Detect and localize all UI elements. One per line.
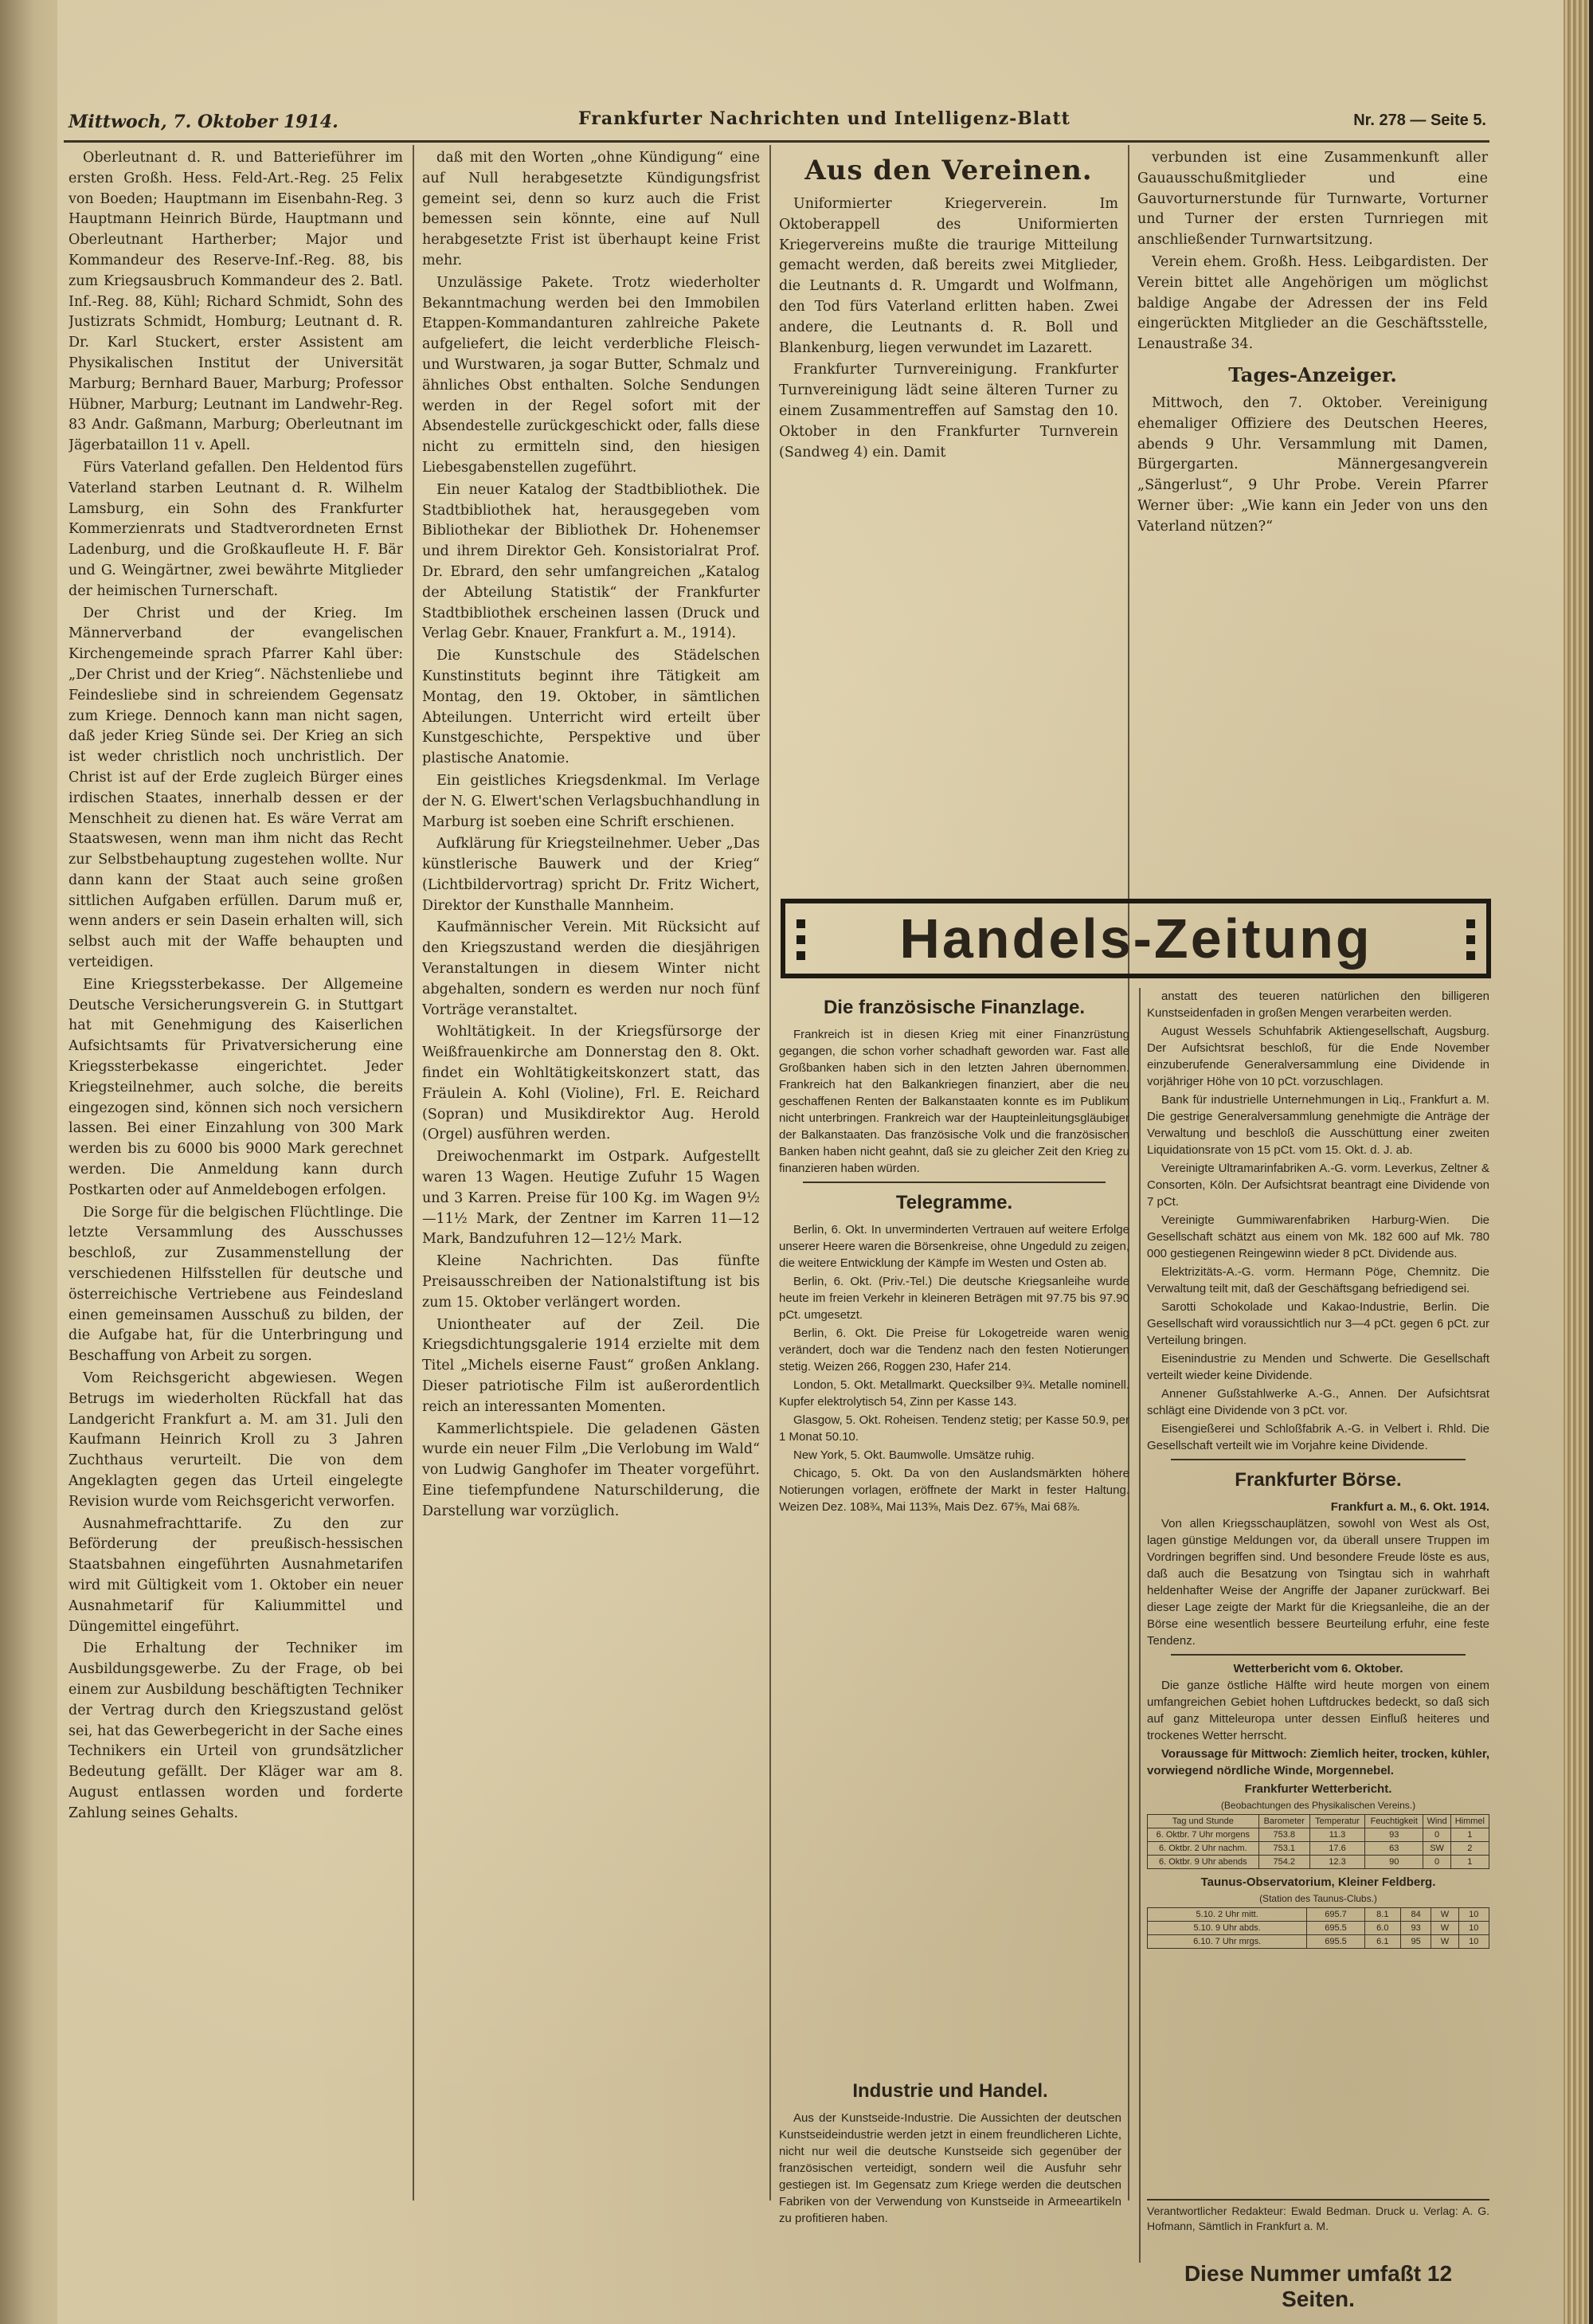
telegram-item: Berlin, 6. Okt. In unverminderten Vertrauen auf weitere Erfolge unserer Heere waren die Börsenkreise, ohne Ungeduld zu zeigen, die weitere Entwicklung der Kämpfe im Westen und Osten ab. (779, 1223, 1129, 1270)
table-row (1148, 1828, 1489, 1842)
article-title-finanzlage: Die französische Finanzlage. (823, 997, 1086, 1018)
table-cell: SW (1423, 1842, 1450, 1856)
column-4-upper (1137, 148, 1488, 849)
column-2 (422, 148, 760, 2204)
article-paragraph: Unzulässige Pakete. Trotz wiederholter Bekanntmachung werden bei den Immobilen Etappen-Kommandanturen zahlreiche Pakete aufgeliefert, die leicht verderbliche Fleisch- und Wurstwaren, ja sogar Butter, Schmalz und ähnliches Obst enthalten. Solche Sendungen werden in der Regel sofort mit der Absendestelle zurückgeschickt oder, falls diese nicht zu ermitteln sind, den hiesigen Liebesgabenstellen zugeführt. (422, 274, 760, 476)
article-paragraph: Dreiwochenmarkt im Ostpark. Aufgestellt waren 13 Wagen. Heutige Zufuhr 15 Wagen und 3 Karren. Preise für 100 Kg. im Wagen 9½—11½ Mark, der Zentner im Karren 11—12 Mark, Bandzufuhren 12—12½ Mark. (422, 1149, 760, 1248)
article-paragraph: Die Erhaltung der Techniker im Ausbildungsgewerbe. Zu der Frage, ob bei einem zur Ausbildung beschäftigten Techniker der Vertrag durch den Kriegszustand gelöst sei, hat das Gewerbegericht in der Sache eines Technikers ein Urteil von grundsätzlicher Bedeutung gefällt. Der Kläger war am 8. August entlassen worden und forderte Zahlung seines Gehalts. (68, 1640, 403, 1821)
boerse-dateline: Frankfurt a. M., 6. Okt. 1914. (1330, 1500, 1489, 1514)
table-cell: 11.3 (1309, 1828, 1364, 1842)
article-paragraph: Eine Kriegssterbekasse. Der Allgemeine Deutsche Versicherungsverein G. in Stuttgart hat mit Genehmigung des Kaiserlichen Aufsichtsamts für Privatversicherung eine Kriegssterbekasse eingerichtet. Jeder Kriegsteilnehmer, auch solche, die bereits eingezogen sind, können sich noch versichern lassen. Bei einer Einzahlung von 300 Mark werden bis zu 6000 bis 9000 Mark gerechnet werden. Die Anmeldung kann durch Postkarten oder auf Anmeldebogen erfolgen. (68, 976, 403, 1198)
column-1 (68, 148, 403, 2204)
article-paragraph: Frankfurter Turnvereinigung. Frankfurter Turnvereinigung lädt seine älteren Turner zu einem Zusammentreffen auf Samstag den 10. Oktober in den Frankfurter Turnverein (Sandweg 4) ein. Damit (779, 362, 1118, 460)
article-paragraph: Der Christ und der Krieg. Im Männerverband der evangelischen Kirchengemeinde sprach Pfarrer Kahl über: „Der Christ und der Krieg“. Nächstenliebe und Feindesliebe sind in schreiendem Gegensatz zum Kriege. Dennoch kann man nicht sagen, daß jeder Krieg Sünde sei. Der Krieg an sich ist weder christlich noch unchristlich. Der Christ ist auf der Erde zugleich Bürger eines irdischen Staates, innerhalb dessen er der Menschheit zu dienen hat. Es wäre Verrat am Staatswesen, wenn man ihm nicht das Recht zur Selbstbehauptung zugestehen wollte. Nur dann kann der Staat auch seine großen sittlichen Aufgaben erfüllen. Darum muß er, wenn anders er sein Dasein erhalten will, sich selbst auch mit der Waffe behaupten und verteidigen. (68, 605, 403, 971)
table-cell: W (1431, 1922, 1458, 1935)
table-cell: 12.3 (1309, 1856, 1364, 1869)
table-cell: 6.0 (1364, 1922, 1400, 1935)
telegram-item: Glasgow, 5. Okt. Roheisen. Tendenz stetig; per Kasse 50.9, per 1 Monat 50.10. (779, 1413, 1129, 1444)
header-date: Mittwoch, 7. Oktober 1914. (68, 112, 339, 132)
telegram-item: Berlin, 6. Okt. (Priv.-Tel.) Die deutsche Kriegsanleihe wurde heute im freien Verkehr in kleineren Beträgen mit 97.75 bis 97.90 pCt. umgesetzt. (779, 1275, 1129, 1322)
article-paragraph: daß mit den Worten „ohne Kündigung“ eine auf Null herabgesetzte Kündigungsfrist gemeint sei, denn so kurz auch die Frist bemessen sein könnte, eine auf Null herabgesetzte Frist ist überhaupt keine Frist mehr. (422, 150, 760, 268)
page-header (68, 108, 1486, 135)
column-3-upper (779, 148, 1118, 849)
column-divider (769, 145, 771, 2201)
table-cell: 2 (1450, 1842, 1489, 1856)
company-item: Annener Gußstahlwerke A.-G., Annen. Der Aufsichtsrat schlägt eine Dividende von 3 pCt. vor. (1147, 1387, 1489, 1417)
article-paragraph: Oberleutnant d. R. und Batterieführer im ersten Großh. Hess. Feld-Art.-Reg. 25 Felix von Boeden; Hauptmann im Eisenbahn-Reg. 3 Hauptmann Heinrich Bürde, Hauptmann und Oberleutnant Hartherber; Major und Kommandeur des Reserve-Inf.-Reg. 88, bis zum Kriegsausbruch Kommandeur des 2. Batl. Inf.-Reg. 88, Kühl; Richard Schmidt, Sohn des Justizrats Schmidt, Homburg; Leutnant d. R. Dr. Karl Stuckert, erster Assistent am Physikalischen Institut der Universität Marburg; Bernhard Bauer, Marburg; Professor Hübner, Marburg; Leutnant im Landwehr-Reg. 83 Andr. Gaßmann, Marburg; Oberleutnant im Jägerbataillon 11 v. Apell. (68, 150, 403, 454)
company-item: Sarotti Schokolade und Kakao-Industrie, Berlin. Die Gesellschaft wird voraussichtlich nur 3—4 pCt. gegen 6 pCt. zur Verteilung bringen. (1147, 1300, 1489, 1347)
article-paragraph: Kammerlichtspiele. Die geladenen Gästen wurde ein neuer Film „Die Verlobung im Wald“ von Ludwig Ganghofer im Theater vorgeführt. Eine tiefempfundene Naturschilderung, die Darstellung war vorzüglich. (422, 1421, 760, 1519)
table-header-cell: Temperatur (1309, 1815, 1364, 1828)
telegram-item: Chicago, 5. Okt. Da von den Auslandsmärkten höhere Notierungen vorlagen, eröffnete der Markt in fester Haltung. Weizen Dez. 108¾, Mai 113⅝, Mais Dez. 67⅝, Mai 68⅞. (779, 1467, 1129, 1514)
company-item: Vereinigte Gummiwarenfabriken Harburg-Wien. Die Gesellschaft schätzt aus einem von Mk. 182 600 auf Mk. 780 000 gestiegenen Reingewinn wieder 8 pCt. Dividende aus. (1147, 1213, 1489, 1260)
wetter-title: Wetterbericht vom 6. Oktober. (1233, 1662, 1403, 1675)
table-cell: 95 (1400, 1935, 1431, 1949)
table-cell: 10 (1458, 1908, 1489, 1922)
article-paragraph: Fürs Vaterland gefallen. Den Heldentod fürs Vaterland starben Leutnant d. R. Wilhelm Lamsburg, ein Sohn des Frankfurter Kommerzienrats und Stadtverordneten Ernst Ladenburg, und die Großkaufleute H. F. Bär und G. Weingärtner, zwei bewährte Mitglieder der heimischen Turnerschaft. (68, 459, 403, 599)
page-stack-edge (1564, 0, 1589, 2324)
section-rule (1171, 1654, 1466, 1656)
table-cell: 93 (1365, 1828, 1423, 1842)
table-cell: 8.1 (1364, 1908, 1400, 1922)
article-paragraph: Ausnahmefrachttarife. Zu den zur Beförderung der preußisch-hessischen Staatsbahnen eingeführten Ausnahmetarifen wird mit Gültigkeit vom 1. Oktober ein neuer Ausnahmetarif für Kaliummittel und Düngemittel eingeführt. (68, 1515, 403, 1635)
table-cell: 5.10. 2 Uhr mitt. (1148, 1908, 1307, 1922)
article-paragraph: Kaufmännischer Verein. Mit Rücksicht auf den Kriegszustand werden die diesjährigen Veranstaltungen in diesem Winter nicht abgehalten, sondern es werden nur noch fünf Vorträge veranstaltet. (422, 919, 760, 1018)
article-paragraph: Kleine Nachrichten. Das fünfte Preisausschreiben der Nationalstiftung ist bis zum 15. Oktober verlängert worden. (422, 1253, 760, 1311)
table-header-row (1148, 1815, 1489, 1828)
banner-title: Handels-Zeitung (899, 907, 1372, 970)
column-divider (1139, 988, 1141, 2263)
company-item: Bank für industrielle Unternehmungen in Liq., Frankfurt a. M. Die gestrige Generalversammlung genehmigte die Anträge der Verwaltung und beschloß die Ausschüttung einer zweiten Liquidationsrate von 15 pCt. vom 15. Okt. d. J. ab. (1147, 1093, 1489, 1157)
banner-ornament (1466, 919, 1475, 928)
article-paragraph: Von allen Kriegsschauplätzen, sowohl von West als Ost, lagen günstige Meldungen vor, da überall unsere Truppen im Vordringen begriffen sind. Und besondere Freude löste es aus, daß auch die Besatzung von Tsingtau sich in wahrhaft heldenhafter Weise der Angriffe der Japaner zurückwarf. Bei dieser Lage zeigte der Markt für die Kriegsanleihe, die an der Börse eine wesentlich bessere Beurteilung erfuhr, eine feste Tendenz. (1147, 1517, 1489, 1648)
banner-ornament (1466, 951, 1475, 960)
wetterbericht-title: Frankfurter Wetterbericht. (1244, 1782, 1392, 1796)
table-cell: 754.2 (1258, 1856, 1309, 1869)
company-item: Eisengießerei und Schloßfabrik A.-G. in Velbert i. Rhld. Die Gesellschaft verteilt wie im Vorjahre keine Dividende. (1147, 1422, 1489, 1452)
section-title-vereine: Aus den Vereinen. (804, 155, 1093, 186)
table-cell: W (1431, 1935, 1458, 1949)
article-paragraph: Verein ehem. Großh. Hess. Leibgardisten. Der Verein bittet alle Angehörigen um möglichst baldige Angabe der Adressen der ins Feld eingerückten Mitglieder an die Geschäftsstelle, Lenaustraße 34. (1137, 253, 1488, 353)
company-item: Vereinigte Ultramarinfabriken A.-G. vorm. Leverkus, Zeltner & Consorten, Köln. Der Aufsichtsrat beantragt eine Dividende von 7 pCt. (1147, 1162, 1489, 1209)
section-rule (1171, 1459, 1466, 1460)
article-paragraph: Vom Reichsgericht abgewiesen. Wegen Betrugs im wiederholten Rückfall hat das Landgericht Frankfurt a. M. am 31. Juli den Kaufmann Heinrich Kroll zu 3 Jahren Zuchthaus verurteilt. Die von dem Angeklagten gegen das Urteil eingelegte Revision wurde vom Reichsgericht verworfen. (68, 1370, 403, 1510)
table-cell: 0 (1423, 1856, 1450, 1869)
article-paragraph: Frankreich ist in diesen Krieg mit einer Finanzrüstung gegangen, die schon vorher schadhaft geworden war. Fast alle Großbanken haben sich in den letzten Jahren übernommen. Frankreich hat den Balkankriegen finanziert, aber die neu geschaffenen Renten der Balkanstaaten konnte es im Publikum nicht unterbringen. Frankreich war der Haupteinleitungsgläubiger der Balkanstaaten. Das französische Volk und die französischen Banken haben nicht geahnt, daß sie zu gleicher Zeit den Krieg zu finanzieren haben würden. (779, 1028, 1129, 1175)
table-row (1148, 1842, 1489, 1856)
table-cell: 63 (1365, 1842, 1423, 1856)
taunus-table (1147, 1907, 1489, 1949)
article-paragraph: Wohltätigkeit. In der Kriegsfürsorge der Weißfrauenkirche am Donnerstag den 8. Okt. findet ein Wohltätigkeitskonzert statt, das Fräulein A. Kohl (Violine), Frl. E. Reichard (Sopran) und Musikdirektor Aug. Herold (Orgel) ausführen werden. (422, 1024, 760, 1143)
table-cell: 695.5 (1307, 1935, 1364, 1949)
table-cell: 695.5 (1307, 1922, 1364, 1935)
table-header-cell: Feuchtigkeit (1365, 1815, 1423, 1828)
handels-zeitung-banner (781, 899, 1491, 978)
article-paragraph: Aus der Kunstseide-Industrie. Die Aussichten der deutschen Kunstseideindustrie werden jetzt in einem freundlicheren Lichte, nicht nur weil die deutsche Kunstseide sich gegenüber der französischen verteidigt, sondern weil die Ausfuhr sehr gestiegen ist. Im Gegensatz zum Kriege werden die deutschen Fabriken von der Verwendung von Kunstseide in Armeeartikeln zu profitieren haben. (779, 2111, 1121, 2225)
weather-table (1147, 1814, 1489, 1869)
company-item: Elektrizitäts-A.-G. vorm. Hermann Pöge, Chemnitz. Die Verwaltung teilt mit, daß der Geschäftsgang befriedigend sei. (1147, 1265, 1489, 1295)
table-cell: 90 (1365, 1856, 1423, 1869)
company-item: Eisenindustrie zu Menden und Schwerte. Die Gesellschaft verteilt wieder keine Dividende. (1147, 1352, 1489, 1382)
table-row (1148, 1908, 1489, 1922)
column-3-lower (779, 988, 1129, 2079)
column-divider (413, 145, 414, 2201)
table-row (1148, 1922, 1489, 1935)
article-paragraph: anstatt des teueren natürlichen den billigeren Kunstseidenfaden in großen Mengen verarbeiten werden. (1147, 990, 1489, 1020)
taunus-title: Taunus-Observatorium, Kleiner Feldberg. (1200, 1875, 1436, 1889)
table-cell: 6.10. 7 Uhr mrgs. (1148, 1935, 1307, 1949)
section-title-industrie: Industrie und Handel. (852, 2080, 1048, 2102)
article-paragraph: Die Sorge für die belgischen Flüchtlinge. Die letzte Versammlung des Ausschusses beschloß, zur Zusammenstellung der verschiedenen Hilfsstellen für deutsche und österreichische Vertriebene aus Feindesland einen gemeinsamen Ausschuß zu bilden, der die Aufgabe hat, für die Unterbringung und Beschaffung von Arbeit zu sorgen. (68, 1204, 403, 1365)
voraussage: Voraussage für Mittwoch: Ziemlich heiter, trocken, kühler, vorwiegend nördliche Winde, Morgennebel. (1147, 1747, 1489, 1777)
table-cell: 84 (1400, 1908, 1431, 1922)
table-cell: 695.7 (1307, 1908, 1364, 1922)
table-row (1148, 1856, 1489, 1869)
table-cell: 6. Oktbr. 7 Uhr morgens (1148, 1828, 1259, 1842)
wetterbericht-sub: (Beobachtungen des Physikalischen Vereins.) (1220, 1800, 1416, 1811)
telegram-item: New York, 5. Okt. Baumwolle. Umsätze ruhig. (793, 1448, 1035, 1462)
article-paragraph: Ein neuer Katalog der Stadtbibliothek. Die Stadtbibliothek hat, herausgegeben vom Bibliothekar der Bibliothek Dr. Hohenemser und ihrem Direktor Geh. Konsistorialrat Prof. Dr. Ebrard, den sehr umfangreichen „Katalog der Abteilung Statistik“ der Frankfurter Stadtbibliothek erscheinen lassen (Druck und Verlag Gebr. Knauer, Frankfurt a. M., 1914). (422, 481, 760, 642)
masthead: Frankfurter Nachrichten und Intelligenz-Blatt (578, 108, 1070, 129)
article-paragraph: verbunden ist eine Zusammenkunft aller Gauausschußmitglieder und eine Gauvorturnerstunde für Turnwarte, Vorturner und Turner der ersten Turnriegen mit anschließender Turnwartsitzung. (1137, 150, 1488, 249)
table-header-cell: Wind (1423, 1815, 1450, 1828)
column-5 (1147, 988, 1489, 2295)
table-header-cell: Tag und Stunde (1148, 1815, 1259, 1828)
section-title-tagesanzeiger: Tages-Anzeiger. (1228, 363, 1397, 386)
article-paragraph: Uniformierter Kriegerverein. Im Oktoberappell des Uniformierten Kriegervereins mußte die traurige Mitteilung gemacht werden, daß bereits zwei Mitglieder, die Leutnants d. R. Umgardt und Wolfmann, den Tod fürs Vaterland erlitten haben. Zwei andere, die Leutnants d. R. Boll und Blankenburg, liegen verwundet im Lazarett. (779, 196, 1118, 356)
imprint-box (1147, 2199, 1489, 2255)
table-cell: 0 (1423, 1828, 1450, 1842)
table-cell: 753.1 (1258, 1842, 1309, 1856)
footer-note: Diese Nummer umfaßt 12 Seiten. (1184, 2261, 1453, 2311)
article-paragraph: Mittwoch, den 7. Oktober. Vereinigung ehemaliger Offiziere des Deutschen Heeres, abends 9 Uhr. Versammlung mit Damen, Bürgergarten. Männergesangverein „Sängerlust“, 9 Uhr Probe. Verein Pfarrer Werner über: „Wie kann ein Jeder von uns den Vaterland nützen?“ (1137, 394, 1488, 535)
table-header-cell: Barometer (1258, 1815, 1309, 1828)
table-cell: 1 (1450, 1828, 1489, 1842)
imprint: Verantwortlicher Redakteur: Ewald Bedman. Druck u. Verlag: A. G. Hofmann, Sämtlich in Frankfurt a. M. (1147, 2204, 1489, 2232)
telegram-item: London, 5. Okt. Metallmarkt. Quecksilber 9¾. Metalle nominell. Kupfer elektrolytisch 54, Zinn per Kasse 143. (779, 1378, 1129, 1409)
table-cell: 10 (1458, 1935, 1489, 1949)
article-paragraph: Ein geistliches Kriegsdenkmal. Im Verlage der N. G. Elwert'schen Verlagsbuchhandlung in Marburg ist soeben eine Schrift erschienen. (422, 772, 760, 830)
table-cell: 17.6 (1309, 1842, 1364, 1856)
article-paragraph: Aufklärung für Kriegsteilnehmer. Ueber „Das künstlerische Bauwerk und der Krieg“ (Lichtbildervortrag) spricht Dr. Fritz Wichert, Direktor der Kunsthalle Mannheim. (422, 836, 760, 914)
column-3-industrie (779, 2071, 1121, 2310)
article-paragraph: Die Kunstschule des Städelschen Kunstinstituts beginnt ihre Tätigkeit am Montag, den 19. Oktober, in sämtlichen Abteilungen. Unterricht wird erteilt über Kunstgeschichte, Perspektive und über plastische Anatomie. (422, 648, 760, 767)
binding-edge (0, 0, 57, 2324)
table-cell: 10 (1458, 1922, 1489, 1935)
banner-ornament (1466, 935, 1475, 944)
table-cell: 1 (1450, 1856, 1489, 1869)
table-cell: 5.10. 9 Uhr abds. (1148, 1922, 1307, 1935)
table-cell: 6. Oktbr. 2 Uhr nachm. (1148, 1842, 1259, 1856)
section-rule (1147, 2199, 1489, 2201)
section-title-telegramme: Telegramme. (895, 1192, 1013, 1213)
article-paragraph: Uniontheater auf der Zeil. Die Kriegsdichtungsgalerie 1914 erzielte mit dem Titel „Michels eiserne Faust“ großen Anklang. Dieser patriotische Film ist außerordentlich reich an interessanten Momenten. (422, 1316, 760, 1415)
section-title-boerse: Frankfurter Börse. (1235, 1469, 1402, 1491)
header-page-ref: Nr. 278 — Seite 5. (1353, 112, 1486, 129)
table-cell: 6.1 (1364, 1935, 1400, 1949)
section-rule (803, 1182, 1106, 1183)
company-item: August Wessels Schuhfabrik Aktiengesellschaft, Augsburg. Der Aufsichtsrat beschloß, für die Ende November einzuberufende Generalversammlung eine Dividende in vorjähriger Höhe von 10 pCt. vorzuschlagen. (1147, 1025, 1489, 1088)
table-cell: 6. Oktbr. 9 Uhr abends (1148, 1856, 1259, 1869)
table-cell: 753.8 (1258, 1828, 1309, 1842)
table-row (1148, 1935, 1489, 1949)
table-cell: 93 (1400, 1922, 1431, 1935)
telegram-item: Berlin, 6. Okt. Die Preise für Lokogetreide waren wenig verändert, doch war die Tendenz nach den festen Notierungen stetig. Weizen 266, Roggen 230, Hafer 214. (779, 1327, 1129, 1374)
header-rule (64, 140, 1489, 143)
table-cell: W (1431, 1908, 1458, 1922)
article-paragraph: Die ganze östliche Hälfte wird heute morgen von einem umfangreichen Gebiet hohen Luftdruckes bedeckt, so daß sich auf ganz Mitteleuropa unter dessen Einfluß heiteres und trockenes Wetter herrscht. (1147, 1679, 1489, 1742)
taunus-sub: (Station des Taunus-Clubs.) (1259, 1893, 1377, 1904)
table-header-cell: Himmel (1450, 1815, 1489, 1828)
